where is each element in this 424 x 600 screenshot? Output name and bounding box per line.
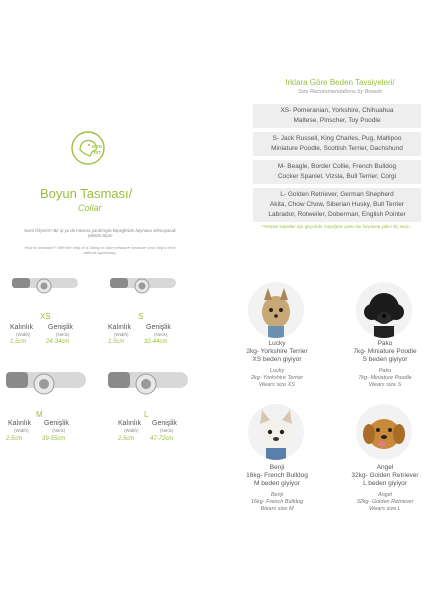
collar-icon: [108, 272, 178, 298]
page-title: Boyun Tasması/: [40, 186, 133, 201]
breed-line: XS- Pomeranian, Yorkshire, Chihuahua: [280, 107, 394, 114]
width-label: Kalınlık: [10, 324, 33, 331]
dog-breed: 7kg- Miniature Poodle: [353, 348, 417, 355]
breed-box-xs: [253, 104, 421, 128]
dog-breed-en: 2kg- Yorkshire Terrier: [250, 375, 304, 381]
breed-line: M- Beagle, Border Collie, French Bulldog: [277, 163, 397, 170]
neck-label: Genişlik: [152, 420, 177, 427]
dog-name: Lucky: [268, 340, 286, 347]
page-subtitle: Collar: [78, 203, 102, 213]
recommendations-title: Irklara Göre Beden Tavsiyeleri/: [285, 78, 395, 87]
width-sub: (Width): [14, 428, 29, 433]
dog-breed-en: 32kg- Golden Retriever: [356, 499, 414, 505]
dog-name-en: Benji: [270, 492, 284, 498]
dog-size-en: Wears size M: [260, 506, 294, 512]
brand-logo: [70, 130, 106, 166]
width-label: Kalınlık: [8, 420, 31, 427]
width-sub: (Width): [16, 332, 31, 337]
dog-photo-angel: [356, 404, 412, 460]
dog-caption-benji: [232, 464, 322, 488]
dog-caption-en-benji: [232, 492, 322, 513]
size-block-xs: [8, 272, 98, 352]
neck-value: 47-72cm: [150, 436, 174, 442]
width-value: 2,5cm: [6, 436, 23, 442]
neck-sub: (Neck): [56, 332, 70, 337]
recommendations-subtitle: Size Recommendations by Breeds: [297, 89, 383, 95]
breed-line: S- Jack Russell, King Charles, Pug, Maltipoo: [272, 135, 402, 142]
width-label: Kalınlık: [118, 420, 141, 427]
neck-value: 39-55cm: [42, 436, 66, 442]
width-value: 1,5cm: [108, 339, 125, 345]
breed-line: Cocker Spaniel, Vizsla, Bull Terrier, Corgi: [277, 173, 397, 180]
dog-caption-angel: [340, 464, 424, 488]
dog-name-en: Lucky: [269, 368, 285, 374]
collar-icon: [10, 272, 80, 298]
dog-breed-en: 7kg- Miniature Poodle: [358, 375, 412, 381]
breed-box-s: [253, 132, 421, 156]
breed-line: Maltese, Pinscher, Toy Poodle: [293, 117, 381, 124]
dog-size-en: Wears size S: [368, 382, 402, 388]
neck-value: 24-34cm: [46, 339, 70, 345]
neck-sub: (Neck): [160, 428, 174, 433]
breed-box-l: [253, 188, 421, 222]
collar-icon: [106, 366, 190, 400]
dog-caption-en-lucky: [232, 368, 322, 389]
dog-size-en: Wears size XS: [259, 382, 295, 388]
dog-photo-lucky: [248, 282, 304, 338]
neck-label: Genişlik: [146, 324, 171, 331]
dog-breed-en: 16kg- French Bulldog: [250, 499, 304, 505]
width-value: 1,5cm: [10, 339, 27, 345]
dog-breed: 16kg- French Bulldog: [246, 472, 308, 479]
width-value: 2,5cm: [118, 436, 135, 442]
dog-breed: 32kg- Golden Retriever: [351, 472, 419, 479]
size-label: S: [138, 312, 144, 321]
dog-caption-lucky: [232, 340, 322, 364]
size-block-l: [104, 366, 200, 450]
neck-sub: (Neck): [52, 428, 66, 433]
breed-line: Miniature Poodle, Scottish Terrier, Dachshund: [271, 145, 403, 152]
neck-label: Genişlik: [48, 324, 73, 331]
neck-value: 32-44cm: [144, 339, 168, 345]
dog-name: Pako: [377, 340, 393, 347]
breed-line: Labrador, Rotweiler, Doberman, English Pointer: [268, 211, 406, 218]
dog-photo-benji: [248, 404, 304, 460]
dog-name-en: Pako: [378, 368, 392, 374]
dog-name: Benji: [269, 464, 285, 471]
howto-text-en: How to measure? With the help of a String or tape measure measure your dog's neck without squeezing.: [24, 245, 176, 255]
dog-photo-pako: [356, 282, 412, 338]
dog-name-en: Angel: [377, 492, 393, 498]
dog-size-en: Wears size L: [369, 506, 401, 512]
size-label: M: [36, 410, 43, 419]
logo-text-ist: IST: [94, 150, 102, 155]
dog-caption-en-pako: [340, 368, 424, 389]
dog-size: S beden giyiyor: [362, 356, 408, 363]
neck-label: Genişlik: [44, 420, 69, 427]
breed-box-m: [253, 160, 421, 184]
dog-breed: 2kg- Yorkshire Terrier: [246, 348, 308, 355]
howto-text-tr: Nasıl Ölçerim? Bir ip ya da mezura yardımıyla köpeğinizin boynunu sıkmayacak şekilde ölçün: [24, 228, 176, 239]
size-label: L: [144, 410, 149, 419]
width-sub: (Width): [124, 428, 139, 433]
adult-note: *Yetişkin köpekler için geçerlidir. Köpeğiniz yavru ise boyutuna yakın ölç seçin.: [262, 224, 411, 229]
dog-size: M beden giyiyor: [254, 480, 300, 487]
size-block-s: [106, 272, 196, 352]
size-label: XS: [40, 312, 51, 321]
breed-line: Akita, Chow Chow, Siberian Husky, Bull Terrier: [269, 201, 405, 208]
width-sub: (Width): [114, 332, 129, 337]
width-label: Kalınlık: [108, 324, 131, 331]
dog-size: L beden giyiyor: [363, 480, 407, 487]
dog-size: XS beden giyiyor: [252, 356, 302, 363]
breed-line: L- Golden Retriever, German Shepherd: [280, 191, 394, 198]
dog-caption-pako: [340, 340, 424, 364]
collar-icon: [4, 366, 88, 400]
neck-sub: (Neck): [154, 332, 168, 337]
dog-name: Angel: [376, 464, 394, 471]
logo-text-dog: DOG: [92, 144, 103, 149]
size-block-m: [2, 366, 98, 450]
dog-caption-en-angel: [340, 492, 424, 513]
